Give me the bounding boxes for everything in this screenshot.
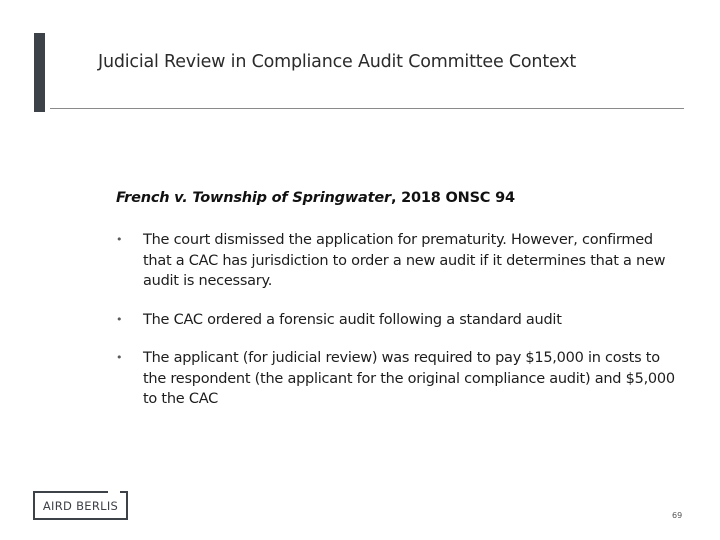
case-name: French v. Township of Springwater [116, 190, 391, 206]
bullet-list [116, 230, 676, 410]
bullet-marker: • [116, 233, 123, 246]
bullet-marker: • [116, 312, 123, 326]
page-number: 69 [672, 511, 683, 520]
bullet-item [116, 310, 676, 331]
logo-text: AIRD BERLIS [42, 498, 119, 513]
case-citation: 2018 ONSC 94 [396, 190, 515, 206]
case-separator: , [390, 190, 397, 206]
bullet-text: The court dismissed the application for prematurity. However, confirmed that a CAC has jurisdiction to order a new audit if it determines that a new audit is necessary. [143, 232, 666, 289]
bullet-item [116, 348, 676, 410]
title-divider [50, 108, 684, 109]
title-accent-bar [34, 33, 45, 112]
slide-title: Judicial Review in Compliance Audit Committee Context [98, 52, 577, 72]
logo-notch [108, 489, 120, 495]
case-heading [116, 190, 515, 206]
bullet-item [116, 230, 676, 292]
bullet-text: The CAC ordered a forensic audit following a standard audit [143, 311, 562, 328]
bullet-text: The applicant (for judicial review) was required to pay $15,000 in costs to the respondent (the applicant for the original compliance audit) and $5,000 to the CAC [143, 350, 675, 407]
bullet-marker: • [116, 351, 123, 364]
company-logo [33, 491, 128, 520]
